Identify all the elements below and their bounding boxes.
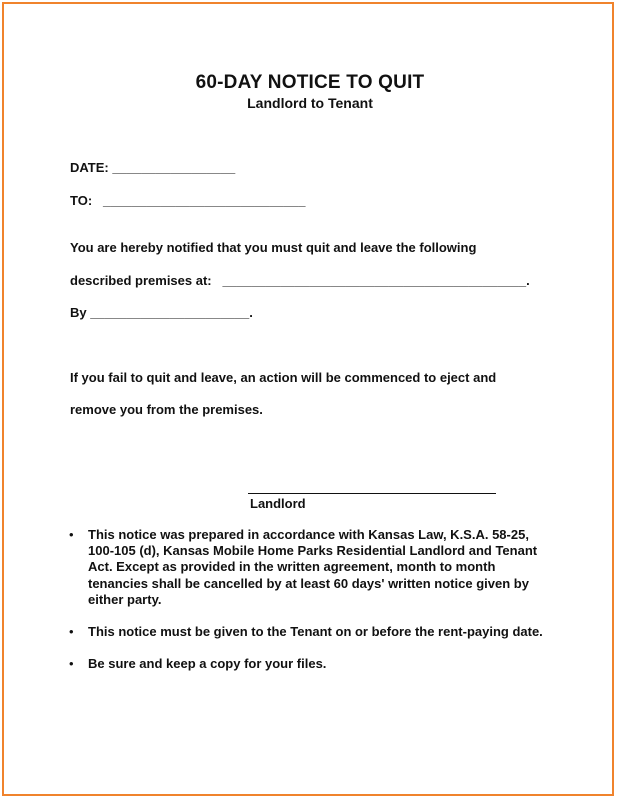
note-text: This notice was prepared in accordance with Kansas Law, K.S.A. 58-25, 100-105 (d), Kansas Mobile Home Parks Residential Landlord and Tenant Act. Except as provided in the written agreement, month to month tenancies shall be cancelled by at least 60 days' written notice given by either party. bbox=[88, 527, 538, 607]
note-text: This notice must be given to the Tenant on or before the rent-paying date. bbox=[88, 624, 543, 640]
warning-text-line-1: If you fail to quit and leave, an action will be commenced to eject and bbox=[70, 370, 497, 385]
document-title: 60-DAY NOTICE TO QUIT bbox=[195, 72, 425, 93]
premises-field: described premises at: __________________________________________. bbox=[70, 273, 530, 288]
by-date-field: By ______________________. bbox=[70, 305, 253, 320]
date-field: DATE: _________________ bbox=[70, 160, 236, 175]
note-text: Be sure and keep a copy for your files. bbox=[88, 656, 327, 672]
document-subtitle: Landlord to Tenant bbox=[247, 95, 373, 111]
note-item bbox=[66, 527, 556, 608]
landlord-signature-label: Landlord bbox=[250, 496, 306, 511]
bullet-icon: • bbox=[69, 527, 74, 542]
warning-text-line-2: remove you from the premises. bbox=[70, 402, 263, 417]
note-item bbox=[66, 656, 556, 672]
notice-text-line-1: You are hereby notified that you must quit and leave the following bbox=[70, 240, 477, 255]
note-item bbox=[66, 624, 556, 640]
to-field: TO: ____________________________ bbox=[70, 193, 306, 208]
notes-list bbox=[66, 527, 556, 672]
bullet-icon: • bbox=[69, 656, 74, 672]
landlord-signature-line bbox=[248, 493, 496, 494]
bullet-icon: • bbox=[69, 624, 74, 640]
